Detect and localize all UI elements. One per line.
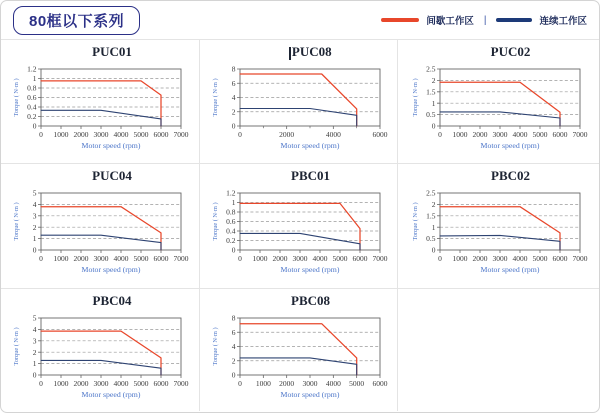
svg-text:1000: 1000	[452, 130, 467, 139]
chart-cell	[200, 164, 398, 289]
svg-text:3000: 3000	[492, 254, 507, 263]
svg-text:8: 8	[231, 313, 235, 323]
chart-title	[200, 293, 397, 309]
legend	[381, 13, 587, 27]
svg-text:4000: 4000	[113, 130, 129, 139]
chart-title-text: PUC04	[92, 168, 132, 183]
svg-text:6000: 6000	[153, 379, 169, 388]
svg-text:2000: 2000	[73, 254, 89, 263]
torque-speed-plot	[408, 184, 590, 284]
x-axis-label: Motor speed (rpm)	[81, 265, 141, 274]
intermittent-legend-label: 间歇工作区	[426, 16, 474, 27]
x-axis-label: Motor speed (rpm)	[280, 141, 339, 150]
svg-text:0.4: 0.4	[27, 102, 37, 112]
svg-text:4: 4	[231, 93, 235, 103]
svg-text:6000: 6000	[153, 130, 169, 139]
svg-text:0: 0	[39, 254, 43, 263]
svg-text:0: 0	[39, 379, 43, 388]
svg-text:2000: 2000	[278, 130, 294, 139]
svg-text:1000: 1000	[252, 254, 267, 263]
intermittent-line-swatch	[381, 18, 419, 22]
svg-text:7000: 7000	[572, 254, 587, 263]
svg-text:5000: 5000	[133, 254, 149, 263]
svg-text:7000: 7000	[173, 130, 189, 139]
x-axis-label: Motor speed (rpm)	[280, 265, 339, 274]
svg-text:2000: 2000	[472, 130, 487, 139]
series-title: 80框以下系列	[29, 12, 125, 30]
torque-speed-plot	[208, 60, 390, 160]
chart-title	[398, 168, 599, 184]
intermittent-zone-curve	[440, 82, 560, 126]
chart-title-text: PUC02	[490, 44, 531, 59]
svg-text:5000: 5000	[532, 254, 547, 263]
y-axis-label: Torque ( N·m )	[411, 78, 419, 117]
chart-title-text: PBC02	[491, 168, 530, 183]
x-axis-label: Motor speed (rpm)	[480, 141, 539, 150]
chart-cell	[398, 40, 599, 164]
chart-title	[398, 44, 599, 60]
torque-speed-plot	[9, 309, 191, 409]
torque-speed-plot	[208, 309, 390, 409]
svg-text:0: 0	[431, 121, 435, 131]
svg-text:4000: 4000	[512, 130, 527, 139]
svg-text:0.8: 0.8	[27, 83, 37, 93]
svg-text:0: 0	[39, 130, 43, 139]
chart-title	[200, 168, 397, 184]
x-axis-label: Motor speed (rpm)	[280, 390, 339, 399]
svg-text:0: 0	[32, 121, 37, 131]
svg-text:1.5: 1.5	[425, 211, 435, 221]
intermittent-zone-curve	[440, 207, 560, 250]
svg-text:2: 2	[32, 222, 37, 232]
svg-text:0.8: 0.8	[225, 207, 235, 217]
chart-cell	[1, 40, 200, 164]
y-axis-label: Torque ( N·m )	[211, 202, 219, 241]
svg-text:3000: 3000	[492, 130, 507, 139]
y-axis-label: Torque ( N·m )	[13, 78, 20, 117]
svg-text:4: 4	[32, 325, 37, 334]
empty-cell	[398, 289, 599, 411]
chart-cell	[1, 289, 200, 411]
chart-title	[1, 44, 199, 60]
svg-text:3: 3	[32, 211, 37, 221]
chart-cell	[1, 164, 200, 289]
chart-title-text: PUC08	[291, 44, 332, 59]
x-axis-label: Motor speed (rpm)	[81, 390, 141, 399]
svg-text:0: 0	[237, 379, 242, 388]
svg-text:1000: 1000	[53, 379, 69, 388]
svg-text:0.2: 0.2	[27, 112, 37, 122]
intermittent-zone-curve	[41, 331, 161, 375]
svg-text:0.6: 0.6	[225, 217, 235, 227]
text-cursor	[289, 47, 291, 60]
svg-text:2: 2	[231, 107, 235, 117]
continuous-zone-curve	[440, 235, 560, 250]
svg-text:1000: 1000	[452, 254, 467, 263]
svg-text:5000: 5000	[532, 130, 547, 139]
svg-text:3000: 3000	[292, 254, 307, 263]
svg-text:3000: 3000	[93, 254, 109, 263]
svg-text:5000: 5000	[332, 254, 347, 263]
y-axis-label: Torque ( N·m )	[211, 327, 219, 366]
svg-text:6: 6	[231, 78, 235, 88]
svg-text:1000: 1000	[53, 254, 69, 263]
svg-text:1: 1	[32, 234, 37, 244]
x-axis-label: Motor speed (rpm)	[81, 141, 141, 150]
svg-text:2: 2	[32, 347, 37, 357]
y-axis-label: Torque ( N·m )	[211, 78, 219, 117]
svg-text:0: 0	[437, 254, 442, 263]
svg-text:2000: 2000	[472, 254, 487, 263]
chart-title	[1, 168, 199, 184]
torque-speed-plot	[9, 60, 191, 160]
svg-text:1: 1	[32, 74, 37, 84]
svg-text:7000: 7000	[173, 379, 189, 388]
svg-text:1000: 1000	[53, 130, 69, 139]
svg-text:3: 3	[32, 336, 37, 346]
charts-grid	[1, 40, 599, 411]
svg-text:4000: 4000	[312, 254, 327, 263]
svg-text:1.2: 1.2	[27, 64, 37, 74]
svg-text:2.5: 2.5	[425, 64, 435, 74]
svg-text:3000: 3000	[93, 130, 109, 139]
intermittent-zone-curve	[240, 324, 357, 375]
svg-text:6000: 6000	[552, 254, 567, 263]
svg-text:0.2: 0.2	[225, 236, 235, 246]
torque-speed-plot	[408, 60, 590, 160]
chart-title	[200, 44, 397, 60]
svg-text:0.6: 0.6	[27, 93, 37, 103]
svg-text:0: 0	[32, 245, 37, 255]
svg-text:7000: 7000	[572, 130, 587, 139]
svg-text:1: 1	[431, 222, 435, 232]
svg-text:5000: 5000	[348, 379, 364, 388]
svg-text:4000: 4000	[512, 254, 527, 263]
svg-text:7000: 7000	[372, 254, 387, 263]
chart-cell	[398, 164, 599, 289]
svg-text:6000: 6000	[552, 130, 567, 139]
svg-text:2000: 2000	[73, 130, 89, 139]
svg-text:5: 5	[32, 313, 37, 323]
intermittent-zone-curve	[240, 203, 360, 250]
svg-text:1: 1	[431, 98, 435, 108]
continuous-zone-curve	[240, 233, 360, 250]
svg-text:5000: 5000	[133, 130, 149, 139]
continuous-legend-label: 连续工作区	[539, 16, 587, 27]
svg-text:0.5: 0.5	[425, 234, 435, 244]
y-axis-label: Torque ( N·m )	[13, 327, 20, 366]
chart-cell	[200, 289, 398, 411]
chart-title-text: PBC04	[92, 293, 132, 308]
svg-text:6000: 6000	[372, 379, 387, 388]
continuous-zone-curve	[440, 112, 560, 126]
svg-text:6000: 6000	[153, 254, 169, 263]
svg-text:2: 2	[431, 76, 435, 85]
legend-separator: |	[483, 14, 487, 26]
svg-text:2: 2	[431, 200, 435, 209]
torque-speed-plot	[208, 184, 390, 284]
continuous-zone-curve	[41, 360, 161, 375]
svg-text:6000: 6000	[352, 254, 367, 263]
svg-text:4000: 4000	[325, 130, 341, 139]
svg-text:5000: 5000	[133, 379, 149, 388]
svg-text:1: 1	[231, 198, 235, 208]
svg-text:4000: 4000	[113, 379, 129, 388]
chart-title	[1, 293, 199, 309]
svg-text:4: 4	[32, 200, 37, 209]
y-axis-label: Torque ( N·m )	[411, 202, 419, 241]
svg-text:4000: 4000	[325, 379, 341, 388]
intermittent-zone-curve	[240, 74, 357, 126]
series-title-box	[13, 6, 140, 35]
svg-text:0: 0	[231, 245, 235, 255]
chart-title-text: PUC01	[92, 44, 132, 59]
continuous-zone-curve	[240, 109, 357, 127]
continuous-zone-curve	[41, 235, 161, 250]
svg-text:3000: 3000	[302, 379, 317, 388]
svg-text:5: 5	[32, 188, 37, 198]
svg-text:1.2: 1.2	[225, 188, 235, 198]
continuous-line-swatch	[496, 18, 532, 22]
chart-title-text: PBC08	[291, 293, 330, 308]
svg-text:1000: 1000	[255, 379, 271, 388]
svg-text:2.5: 2.5	[425, 188, 435, 198]
svg-text:0: 0	[437, 130, 442, 139]
svg-text:2: 2	[231, 356, 235, 366]
svg-text:0: 0	[231, 121, 235, 131]
svg-text:8: 8	[231, 64, 235, 74]
svg-text:4000: 4000	[113, 254, 129, 263]
chart-title-text: PBC01	[291, 168, 330, 183]
svg-text:7000: 7000	[173, 254, 189, 263]
svg-text:6: 6	[231, 327, 235, 337]
svg-text:6000: 6000	[372, 130, 387, 139]
chart-cell	[200, 40, 398, 164]
svg-text:2000: 2000	[73, 379, 89, 388]
svg-text:1.5: 1.5	[425, 87, 435, 97]
panel-header	[1, 1, 599, 40]
svg-text:3000: 3000	[93, 379, 109, 388]
torque-speed-plot	[9, 184, 191, 284]
svg-text:2000: 2000	[272, 254, 287, 263]
svg-text:0: 0	[32, 370, 37, 380]
svg-text:1: 1	[32, 359, 37, 369]
svg-text:0.5: 0.5	[425, 110, 435, 120]
svg-text:0: 0	[431, 245, 435, 255]
intermittent-zone-curve	[41, 207, 161, 250]
svg-text:0: 0	[231, 370, 235, 380]
svg-text:0.4: 0.4	[225, 226, 235, 236]
svg-text:4: 4	[231, 342, 235, 352]
continuous-zone-curve	[41, 110, 161, 126]
svg-text:0: 0	[237, 254, 242, 263]
svg-text:2000: 2000	[278, 379, 294, 388]
x-axis-label: Motor speed (rpm)	[480, 265, 539, 274]
svg-text:0: 0	[237, 130, 242, 139]
y-axis-label: Torque ( N·m )	[13, 202, 20, 241]
